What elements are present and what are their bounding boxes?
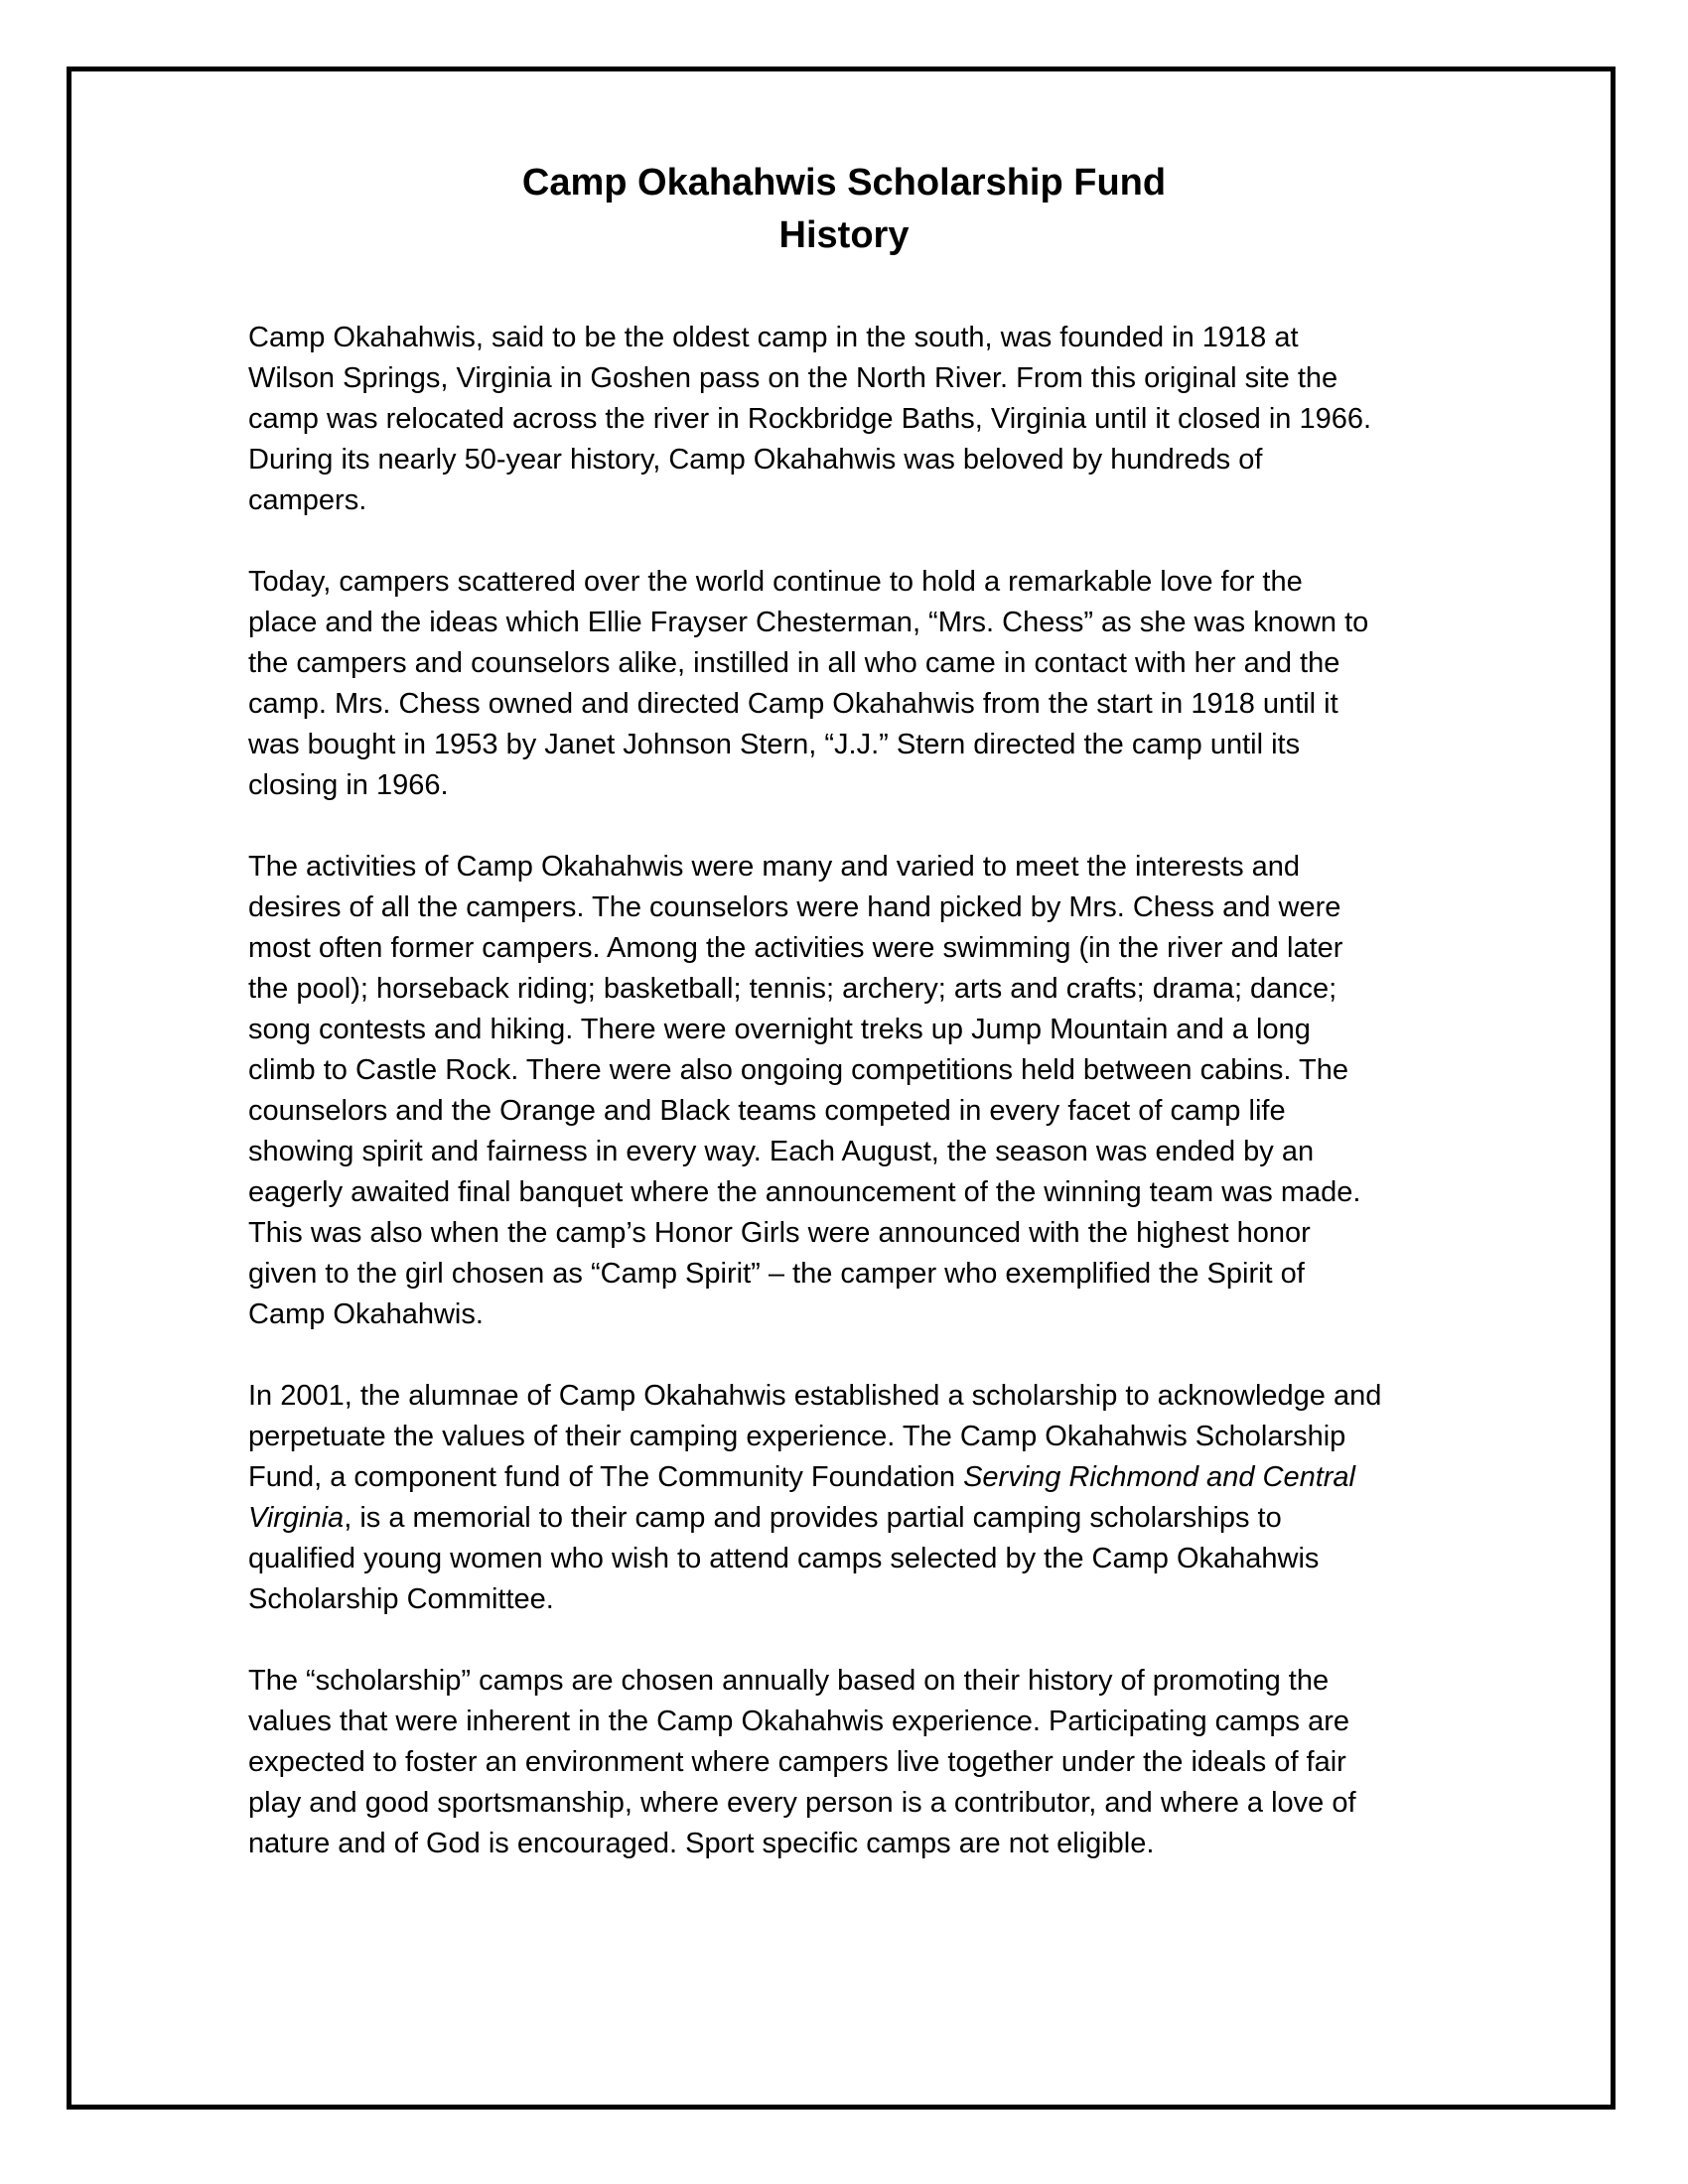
text-line: eagerly awaited final banquet where the announcement of the winning team was made. — [248, 1176, 1361, 1208]
text-line: most often former campers. Among the activities were swimming (in the river and later — [248, 932, 1343, 964]
text-line: place and the ideas which Ellie Frayser Chesterman, “Mrs. Chess” as she was known to — [248, 607, 1369, 638]
text-line: the campers and counselors alike, instilled in all who came in contact with her and the — [248, 647, 1340, 679]
text-line: Camp Okahahwis, said to be the oldest camp in the south, was founded in 1918 at — [248, 322, 1299, 353]
text-line: The activities of Camp Okahahwis were many and varied to meet the interests and — [248, 851, 1301, 883]
text-line: climb to Castle Rock. There were also ongoing competitions held between cabins. The — [248, 1054, 1348, 1086]
text-line: values that were inherent in the Camp Okahahwis experience. Participating camps are — [248, 1706, 1350, 1737]
paragraph-scholarship-fund — [248, 1376, 1460, 1620]
text-segment: , is a memorial to their camp and provides partial camping scholarships to — [344, 1502, 1282, 1534]
paragraph-mrs-chess — [248, 562, 1460, 806]
text-line: The “scholarship” camps are chosen annually based on their history of promoting the — [248, 1665, 1330, 1697]
text-line: play and good sportsmanship, where every person is a contributor, and where a love of — [248, 1787, 1356, 1819]
italic-text-segment: Serving Richmond and Central — [963, 1461, 1355, 1493]
text-line: Today, campers scattered over the world continue to hold a remarkable love for the — [248, 566, 1303, 598]
text-line: This was also when the camp’s Honor Girls were announced with the highest honor — [248, 1217, 1311, 1249]
text-line: During its nearly 50-year history, Camp Okahahwis was beloved by hundreds of — [248, 444, 1263, 476]
text-line: desires of all the campers. The counselors were hand picked by Mrs. Chess and were — [248, 891, 1341, 923]
text-line — [248, 1457, 1460, 1498]
document-subtitle: History — [778, 214, 910, 256]
text-line: perpetuate the values of their camping experience. The Camp Okahahwis Scholarship — [248, 1421, 1346, 1452]
text-line: song contests and hiking. There were overnight treks up Jump Mountain and a long — [248, 1014, 1311, 1045]
text-line: closing in 1966. — [248, 769, 449, 801]
text-line: showing spirit and fairness in every way. Each August, the season was ended by an — [248, 1136, 1315, 1167]
paragraph-activities — [248, 847, 1460, 1335]
document-body — [248, 318, 1460, 1905]
document-header — [0, 157, 1688, 262]
text-line: camp was relocated across the river in Rockbridge Baths, Virginia until it closed in 1966. — [248, 403, 1372, 435]
text-line: In 2001, the alumnae of Camp Okahahwis established a scholarship to acknowledge and — [248, 1380, 1382, 1412]
paragraph-founding — [248, 318, 1460, 521]
text-line — [248, 1498, 1460, 1539]
paragraph-scholarship-camps — [248, 1661, 1460, 1864]
text-line: Scholarship Committee. — [248, 1583, 554, 1615]
text-line: given to the girl chosen as “Camp Spirit” – the camper who exemplified the Spirit of — [248, 1258, 1305, 1290]
document-title: Camp Okahahwis Scholarship Fund — [521, 162, 1167, 204]
text-line: counselors and the Orange and Black teams competed in every facet of camp life — [248, 1095, 1286, 1127]
text-line: camp. Mrs. Chess owned and directed Camp Okahahwis from the start in 1918 until it — [248, 688, 1338, 720]
text-line: Wilson Springs, Virginia in Goshen pass on the North River. From this original site the — [248, 362, 1338, 394]
text-line: expected to foster an environment where campers live together under the ideals of fair — [248, 1746, 1346, 1778]
italic-text-segment: Virginia — [248, 1502, 345, 1534]
text-line: the pool); horseback riding; basketball; tennis; archery; arts and crafts; drama; dance; — [248, 973, 1337, 1005]
text-line: nature and of God is encouraged. Sport specific camps are not eligible. — [248, 1828, 1155, 1859]
text-line: was bought in 1953 by Janet Johnson Stern, “J.J.” Stern directed the camp until its — [248, 729, 1301, 760]
text-line: campers. — [248, 484, 367, 516]
text-line: qualified young women who wish to attend camps selected by the Camp Okahahwis — [248, 1543, 1320, 1574]
text-segment: Fund, a component fund of The Community Foundation — [248, 1461, 964, 1493]
text-line: Camp Okahahwis. — [248, 1298, 484, 1330]
